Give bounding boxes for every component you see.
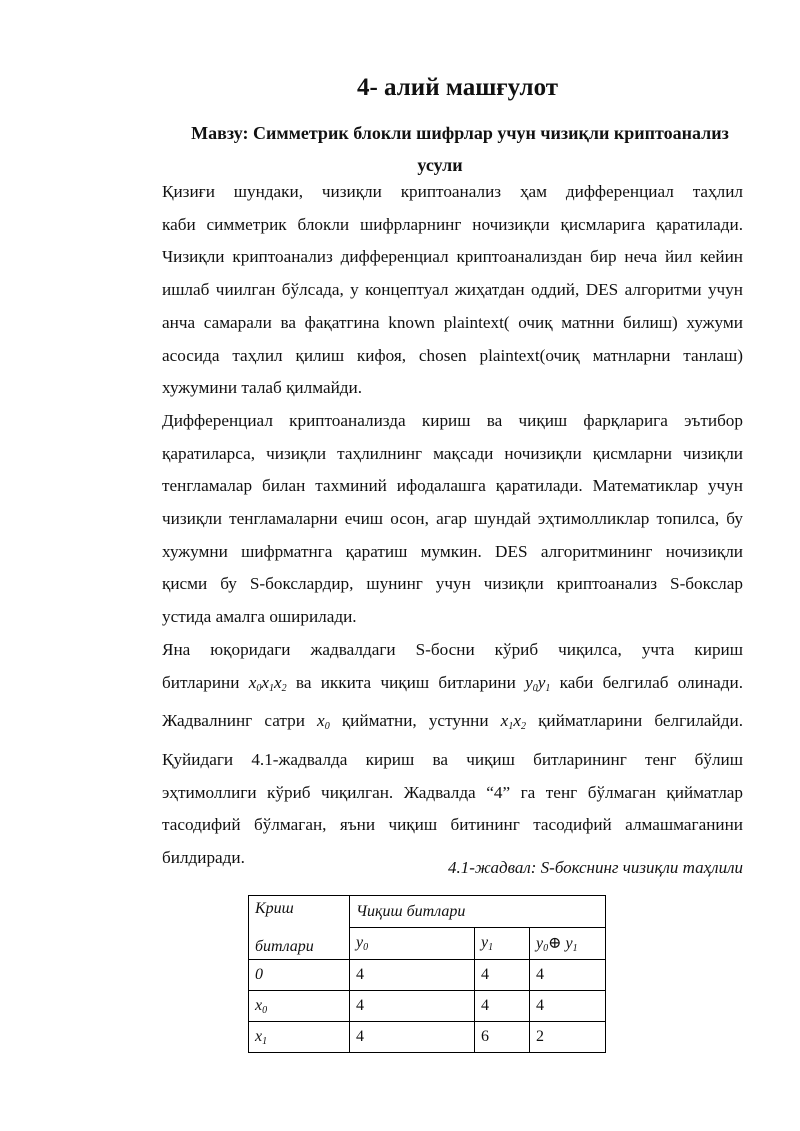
text-line: хужумни шифрматнга қаратиш мумкин. DES алгоритмининг ночизиқли bbox=[162, 541, 743, 561]
col-y0: $y_0$ bbox=[350, 928, 475, 960]
text-line: ишлаб чиилган бўлсада, у концептуал жиҳатдан оддий, DES алгоритми учун bbox=[162, 280, 743, 300]
table-cell: 4 bbox=[475, 991, 530, 1022]
text-line: хужумини талаб қилмайди. bbox=[162, 378, 363, 398]
text-line: чизиқли тенгламаларни ечиш осон, агар шундай эҳтимолликлар топилса, бу bbox=[162, 509, 743, 529]
sbox-linear-table bbox=[248, 895, 606, 1053]
table-header-row bbox=[249, 896, 606, 928]
col-y1: $y_1$ bbox=[475, 928, 530, 960]
table-cell: 4 bbox=[530, 991, 606, 1022]
text-line: қисми бу S-бокслардир, шунинг учун чизиқли криптоанализ S-бокслар bbox=[162, 574, 743, 594]
table-row bbox=[249, 1022, 606, 1053]
row-label: $x_0$ bbox=[249, 991, 350, 1022]
output-bits-header: Чиқиш битлари bbox=[350, 896, 606, 928]
table-cell: 6 bbox=[475, 1022, 530, 1053]
text-line: тенгламалар билан тахминий ифодалашга қаратилади. Математиклар учун bbox=[162, 476, 743, 496]
col-y0-xor-y1: $y_0\oplus$ $y_1$ bbox=[530, 928, 606, 960]
text-line: Қуйидаги 4.1-жадвалда кириш ва чиқиш битларининг тенг бўлиш bbox=[162, 749, 743, 769]
text-line: билдиради. bbox=[162, 848, 245, 868]
table-cell: 4 bbox=[350, 960, 475, 991]
text-line: Дифференциал криптоанализда кириш ва чиқиш фарқларига эътибор bbox=[162, 410, 743, 430]
table-cell: 4 bbox=[530, 960, 606, 991]
topic-line-1: Мавзу: Симметрик блокли шифрлар учун чизиқли криптоанализ bbox=[191, 123, 729, 143]
topic-line-2: усули bbox=[417, 155, 463, 175]
text-line: Чизиқли криптоанализ дифференциал криптоанализдан бир неча йил кейин bbox=[162, 247, 743, 267]
table-row bbox=[249, 991, 606, 1022]
table-row bbox=[249, 960, 606, 991]
text-line: қаратиларса, чизиқли таҳлилнинг мақсади ночизиқли қисмларни чизиқли bbox=[162, 443, 743, 463]
text-line: Яна юқоридаги жадвалдаги S-босни кўриб чиқилса, учта кириш bbox=[162, 639, 743, 659]
paragraph-1 bbox=[115, 176, 743, 405]
row-label: $x_1$ bbox=[249, 1022, 350, 1053]
text-line: Жадвалнинг сатри $x_0$ қийматни, устунни $x_1x_2$ қийматларини белгилайди. bbox=[162, 711, 743, 733]
table-caption: 4.1-жадвал: S-бокснинг чизиқли таҳлили bbox=[448, 858, 743, 877]
text-line: устида амалга оширилади. bbox=[162, 607, 357, 627]
body-text bbox=[115, 176, 743, 875]
page-title: 4- алий машғулот bbox=[356, 74, 559, 101]
text-line: битларини $x_0x_1x_2$ ва иккита чиқиш битларини $y_0y_1$ каби белгилаб олинади. bbox=[162, 672, 744, 694]
row-label: 0 bbox=[249, 960, 350, 991]
text-line: анча самарали ва фақатгина known plaintext( очиқ матнни билиш) хужуми bbox=[162, 312, 743, 332]
paragraph-2 bbox=[115, 405, 743, 634]
text-line: эҳтимоллиги кўриб чиқилган. Жадвалда “4” га тенг бўлмаган қийматлар bbox=[162, 782, 743, 802]
table-cell: 4 bbox=[350, 1022, 475, 1053]
text-line: каби симметрик блокли шифрларнинг ночизиқли қисмларига қаратилади. bbox=[162, 214, 743, 234]
paragraph-3 bbox=[115, 634, 743, 875]
table-cell: 2 bbox=[530, 1022, 606, 1053]
text-line: асосида таҳлил қилиш кифоя, chosen plaintext(очиқ матнларни танлаш) bbox=[162, 345, 743, 365]
input-bits-header: Криш битлари bbox=[249, 896, 350, 960]
table-cell: 4 bbox=[475, 960, 530, 991]
text-line: Қизиғи шундаки, чизиқли криптоанализ ҳам дифференциал таҳлил bbox=[162, 182, 743, 201]
topic-heading bbox=[115, 117, 743, 181]
table-cell: 4 bbox=[350, 991, 475, 1022]
text-line: тасодифий бўлмаган, яъни чиқиш битининг тасодифий алмашмаганини bbox=[162, 815, 743, 835]
